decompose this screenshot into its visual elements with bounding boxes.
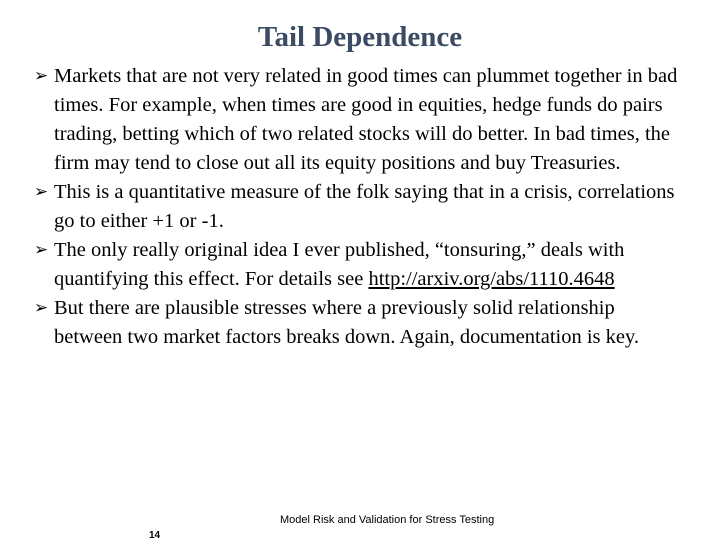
arrowhead-bullet-icon: ➢ (34, 298, 49, 318)
bullet-text: This is a quantitative measure of the folk saying that in a crisis, correlations go to either +1 or -1. (54, 181, 675, 232)
arrowhead-bullet-icon: ➢ (34, 66, 49, 86)
bullet-text: The only really original idea I ever published, “tonsuring,” deals with quantifying this effect. For details see (54, 239, 625, 290)
arxiv-link[interactable]: http://arxiv.org/abs/1110.4648 (368, 268, 615, 290)
arrowhead-bullet-icon: ➢ (34, 182, 49, 202)
arrowhead-bullet-icon: ➢ (34, 240, 49, 260)
bullet-text: Markets that are not very related in good times can plummet together in bad times. For example, when times are good in equities, hedge funds do pairs trading, betting which of two related stocks will do better. In bad times, the firm may tend to close out all its equity positions and buy Treasuries. (54, 65, 678, 174)
bullet-item (34, 294, 684, 352)
bullet-text: But there are plausible stresses where a previously solid relationship between two market factors breaks down. Again, documentation is key. (54, 297, 640, 348)
bullet-list (34, 62, 684, 352)
slide-title: Tail Dependence (257, 21, 463, 53)
bullet-item (34, 62, 684, 178)
bullet-item (34, 178, 684, 236)
bullet-item (34, 236, 684, 294)
footer-text: Model Risk and Validation for Stress Testing (280, 514, 495, 526)
page-number: 14 (149, 530, 161, 541)
